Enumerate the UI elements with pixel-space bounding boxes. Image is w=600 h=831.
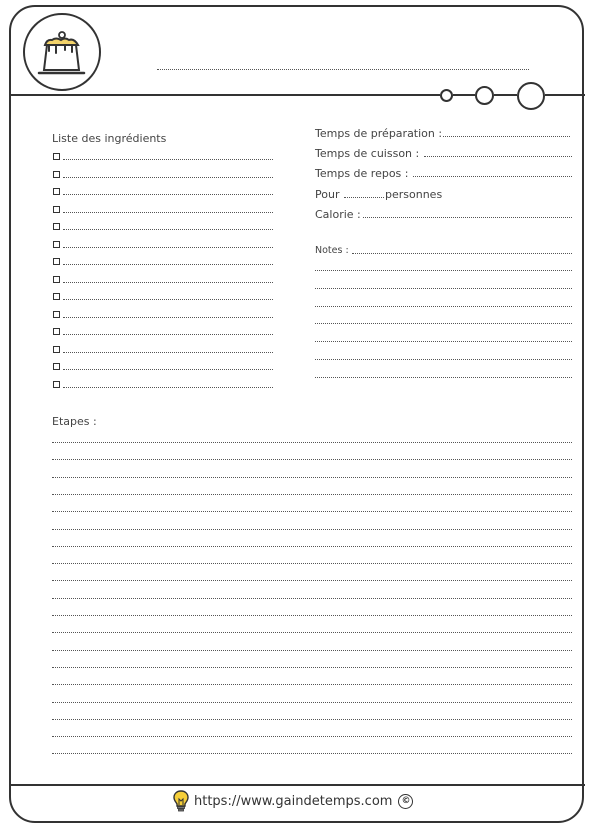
medium-circle-icon bbox=[475, 86, 494, 105]
header-divider-left bbox=[10, 94, 440, 96]
steps-label: Etapes : bbox=[52, 415, 97, 428]
step-line[interactable] bbox=[52, 563, 572, 564]
step-line[interactable] bbox=[52, 615, 572, 616]
title-line[interactable] bbox=[157, 69, 529, 70]
step-line[interactable] bbox=[52, 667, 572, 668]
ingredient-checkbox[interactable] bbox=[53, 188, 60, 195]
ingredient-checkbox[interactable] bbox=[53, 381, 60, 388]
step-line[interactable] bbox=[52, 684, 572, 685]
step-line[interactable] bbox=[52, 459, 572, 460]
header-divider-seg2 bbox=[494, 94, 517, 96]
notes-line[interactable] bbox=[315, 288, 572, 289]
ingredient-line[interactable] bbox=[63, 159, 273, 160]
ingredient-checkbox[interactable] bbox=[53, 346, 60, 353]
step-line[interactable] bbox=[52, 494, 572, 495]
notes-line[interactable] bbox=[315, 306, 572, 307]
page-frame bbox=[9, 5, 584, 823]
step-line[interactable] bbox=[52, 442, 572, 443]
ingredient-line[interactable] bbox=[63, 387, 273, 388]
servings-field[interactable] bbox=[344, 197, 384, 198]
pudding-icon bbox=[25, 15, 98, 88]
notes-line[interactable] bbox=[315, 359, 572, 360]
prep-time-field[interactable] bbox=[443, 136, 570, 137]
step-line[interactable] bbox=[52, 650, 572, 651]
ingredient-checkbox[interactable] bbox=[53, 328, 60, 335]
step-line[interactable] bbox=[52, 702, 572, 703]
ingredient-line[interactable] bbox=[63, 317, 273, 318]
notes-first-line[interactable] bbox=[352, 253, 572, 254]
ingredient-checkbox[interactable] bbox=[53, 311, 60, 318]
prep-time-label: Temps de préparation : bbox=[315, 127, 443, 140]
recipe-icon-badge bbox=[23, 13, 101, 91]
rest-time-field[interactable] bbox=[413, 176, 572, 177]
footer bbox=[172, 789, 413, 813]
step-line[interactable] bbox=[52, 511, 572, 512]
copyright-symbol: © bbox=[401, 795, 411, 806]
copyright-icon bbox=[398, 794, 413, 809]
notes-line[interactable] bbox=[315, 341, 572, 342]
ingredient-line[interactable] bbox=[63, 334, 273, 335]
lightbulb-icon bbox=[172, 789, 190, 813]
step-line[interactable] bbox=[52, 477, 572, 478]
ingredient-checkbox[interactable] bbox=[53, 223, 60, 230]
ingredient-checkbox[interactable] bbox=[53, 206, 60, 213]
footer-divider bbox=[10, 784, 585, 786]
ingredient-checkbox[interactable] bbox=[53, 276, 60, 283]
ingredient-line[interactable] bbox=[63, 194, 273, 195]
ingredient-checkbox[interactable] bbox=[53, 241, 60, 248]
notes-line[interactable] bbox=[315, 270, 572, 271]
ingredient-line[interactable] bbox=[63, 264, 273, 265]
step-line[interactable] bbox=[52, 632, 572, 633]
ingredients-title: Liste des ingrédients bbox=[52, 132, 167, 145]
calorie-field[interactable] bbox=[363, 217, 572, 218]
ingredient-checkbox[interactable] bbox=[53, 153, 60, 160]
step-line[interactable] bbox=[52, 598, 572, 599]
ingredient-checkbox[interactable] bbox=[53, 293, 60, 300]
large-circle-icon bbox=[517, 82, 545, 110]
ingredient-line[interactable] bbox=[63, 299, 273, 300]
ingredient-line[interactable] bbox=[63, 177, 273, 178]
notes-label: Notes : bbox=[315, 245, 349, 256]
step-line[interactable] bbox=[52, 736, 572, 737]
ingredient-line[interactable] bbox=[63, 352, 273, 353]
header-divider-right bbox=[545, 94, 585, 96]
calorie-label: Calorie : bbox=[315, 208, 361, 221]
step-line[interactable] bbox=[52, 546, 572, 547]
small-circle-icon bbox=[440, 89, 453, 102]
cook-time-field[interactable] bbox=[424, 156, 572, 157]
step-line[interactable] bbox=[52, 719, 572, 720]
cook-time-label: Temps de cuisson : bbox=[315, 147, 420, 160]
ingredient-line[interactable] bbox=[63, 212, 273, 213]
ingredient-line[interactable] bbox=[63, 282, 273, 283]
notes-line[interactable] bbox=[315, 377, 572, 378]
step-line[interactable] bbox=[52, 753, 572, 754]
step-line[interactable] bbox=[52, 580, 572, 581]
servings-label: Pour bbox=[315, 188, 340, 201]
header-divider-seg1 bbox=[453, 94, 475, 96]
ingredient-line[interactable] bbox=[63, 229, 273, 230]
step-line[interactable] bbox=[52, 529, 572, 530]
rest-time-label: Temps de repos : bbox=[315, 167, 409, 180]
notes-line[interactable] bbox=[315, 323, 572, 324]
ingredient-line[interactable] bbox=[63, 369, 273, 370]
footer-url[interactable]: https://www.gaindetemps.com bbox=[194, 793, 393, 809]
ingredient-line[interactable] bbox=[63, 247, 273, 248]
persons-label: personnes bbox=[385, 188, 443, 201]
ingredient-checkbox[interactable] bbox=[53, 258, 60, 265]
ingredient-checkbox[interactable] bbox=[53, 363, 60, 370]
ingredient-checkbox[interactable] bbox=[53, 171, 60, 178]
